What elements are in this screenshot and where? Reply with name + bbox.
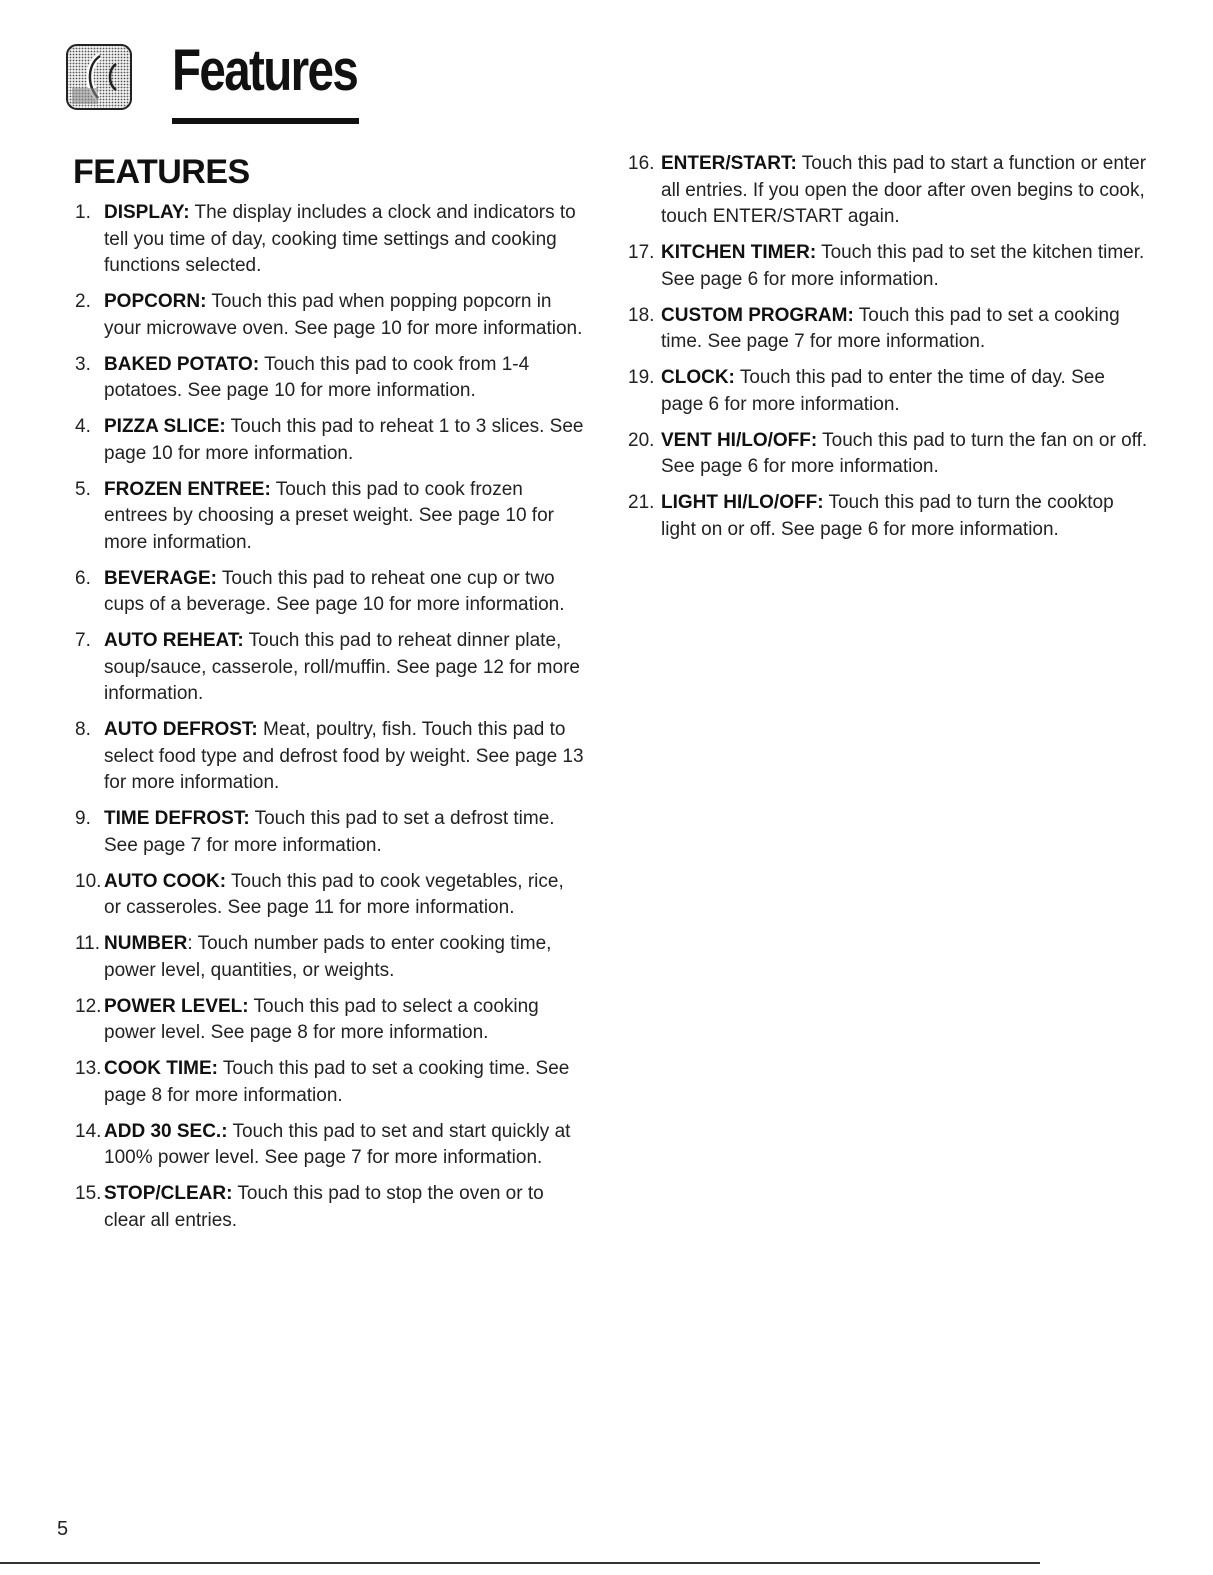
feature-number: 18. (628, 304, 655, 326)
feature-description: Touch this pad to select a cooking power level. See page 8 for more information. (104, 995, 539, 1043)
feature-item (75, 414, 585, 467)
feature-term: FROZEN ENTREE: (104, 478, 271, 500)
feature-term: PIZZA SLICE: (104, 416, 226, 437)
feature-number: 14. (75, 1120, 102, 1142)
feature-description: Touch this pad to turn the fan on or off. See page 6 for more information. (661, 429, 1148, 477)
feature-term: COOK TIME: (104, 1058, 218, 1079)
feature-description: Touch this pad to cook frozen entrees by choosing a preset weight. See page 10 for more information. (104, 478, 554, 553)
feature-number: 10. (75, 870, 102, 892)
feature-item (75, 1181, 585, 1234)
feature-number: 8. (75, 719, 91, 740)
features-list-left (75, 200, 585, 1244)
feature-number: 3. (75, 353, 91, 375)
feature-term: CUSTOM PROGRAM: (661, 304, 854, 326)
feature-term: AUTO COOK: (104, 870, 227, 892)
page-number: 5 (57, 1518, 69, 1540)
feature-description: Touch this pad to stop the oven or to clear all entries. (104, 1183, 544, 1231)
feature-description: Touch this pad to enter the time of day. See page 6 for more information. (661, 367, 1105, 415)
feature-description: Meat, poultry, fish. Touch this pad to select food type and defrost food by weight. See page 13 for more information. (104, 719, 584, 793)
feature-item (75, 289, 585, 342)
feature-number: 15. (75, 1183, 102, 1204)
feature-number: 11. (75, 933, 101, 954)
feature-number: 4. (75, 416, 91, 437)
feature-item (75, 1119, 585, 1172)
feature-number: 7. (75, 630, 91, 651)
feature-description: Touch this pad to cook from 1-4 potatoes. See page 10 for more information. (104, 353, 530, 401)
feature-description: Touch this pad to reheat 1 to 3 slices. See page 10 for more information. (104, 416, 584, 464)
feature-term: CLOCK: (661, 367, 735, 388)
footer-divider (0, 1562, 1040, 1564)
feature-description: Touch this pad to set a defrost time. See page 7 for more information. (104, 808, 555, 856)
feature-term: NUMBER (104, 933, 188, 954)
feature-term: BEVERAGE: (104, 567, 217, 589)
feature-description: Touch this pad to cook vegetables, rice, or casseroles. See page 11 for more information. (104, 870, 564, 918)
feature-number: 21. (628, 492, 655, 513)
features-list-right (628, 151, 1148, 553)
feature-term: STOP/CLEAR: (104, 1183, 233, 1204)
feature-item (628, 365, 1148, 418)
feature-description: The display includes a clock and indicators to tell you time of day, cooking time settings and cooking functions selected. (104, 202, 576, 276)
feature-description: Touch this pad to reheat dinner plate, soup/sauce, casserole, roll/muffin. See page 12 for more information. (104, 630, 580, 704)
feature-item (75, 352, 585, 405)
feature-term: POWER LEVEL: (104, 995, 249, 1017)
feature-description: Touch this pad to start a function or enter all entries. If you open the door after oven begins to cook, touch ENTER/START again. (661, 153, 1147, 227)
feature-number: 9. (75, 808, 91, 829)
feature-term: AUTO DEFROST: (104, 719, 258, 740)
feature-term: LIGHT HI/LO/OFF: (661, 492, 824, 513)
feature-item (75, 717, 585, 797)
feature-item (75, 628, 585, 708)
section-heading: FEATURES (73, 153, 250, 191)
feature-item (75, 994, 585, 1047)
feature-description: Touch this pad when popping popcorn in your microwave oven. See page 10 for more information. (104, 291, 583, 339)
feature-item (75, 200, 585, 280)
feature-item (75, 1056, 585, 1109)
page-header-title: Features (172, 38, 358, 103)
feature-number: 1. (75, 202, 91, 223)
feature-item (628, 428, 1148, 481)
feature-term: VENT HI/LO/OFF: (661, 429, 818, 451)
feature-item (628, 151, 1148, 231)
feature-item (75, 806, 585, 859)
feature-item (75, 869, 585, 922)
feature-number: 6. (75, 567, 91, 589)
feature-description: : Touch number pads to enter cooking time, power level, quantities, or weights. (104, 933, 552, 981)
feature-term: BAKED POTATO: (104, 353, 260, 375)
feature-item (75, 931, 585, 984)
feature-description: Touch this pad to set and start quickly at 100% power level. See page 7 for more information. (104, 1120, 571, 1168)
feature-description: Touch this pad to set a cooking time. See page 7 for more information. (661, 304, 1120, 352)
feature-description: Touch this pad to set the kitchen timer. See page 6 for more information. (661, 242, 1145, 290)
feature-term: DISPLAY: (104, 202, 190, 223)
feature-term: KITCHEN TIMER: (661, 242, 817, 263)
feature-term: ENTER/START: (661, 153, 797, 174)
feature-item (628, 303, 1148, 356)
feature-item (628, 240, 1148, 293)
feature-item (628, 490, 1148, 543)
feature-item (75, 566, 585, 619)
feature-term: TIME DEFROST: (104, 808, 250, 829)
feature-number: 16. (628, 153, 655, 174)
feature-term: AUTO REHEAT: (104, 630, 244, 651)
feature-description: Touch this pad to turn the cooktop light on or off. See page 6 for more information. (661, 492, 1114, 540)
header-underline (172, 118, 359, 124)
microwave-wave-icon (66, 44, 132, 110)
feature-number: 12. (75, 995, 102, 1017)
feature-number: 17. (628, 242, 655, 263)
feature-number: 2. (75, 291, 91, 312)
feature-item (75, 477, 585, 557)
feature-description: Touch this pad to reheat one cup or two cups of a beverage. See page 10 for more information. (104, 567, 565, 615)
feature-number: 13. (75, 1058, 102, 1079)
feature-description: Touch this pad to set a cooking time. See page 8 for more information. (104, 1058, 570, 1106)
feature-term: POPCORN: (104, 291, 207, 312)
feature-number: 19. (628, 367, 655, 388)
feature-number: 20. (628, 429, 655, 451)
feature-term: ADD 30 SEC.: (104, 1120, 228, 1142)
feature-number: 5. (75, 478, 91, 500)
